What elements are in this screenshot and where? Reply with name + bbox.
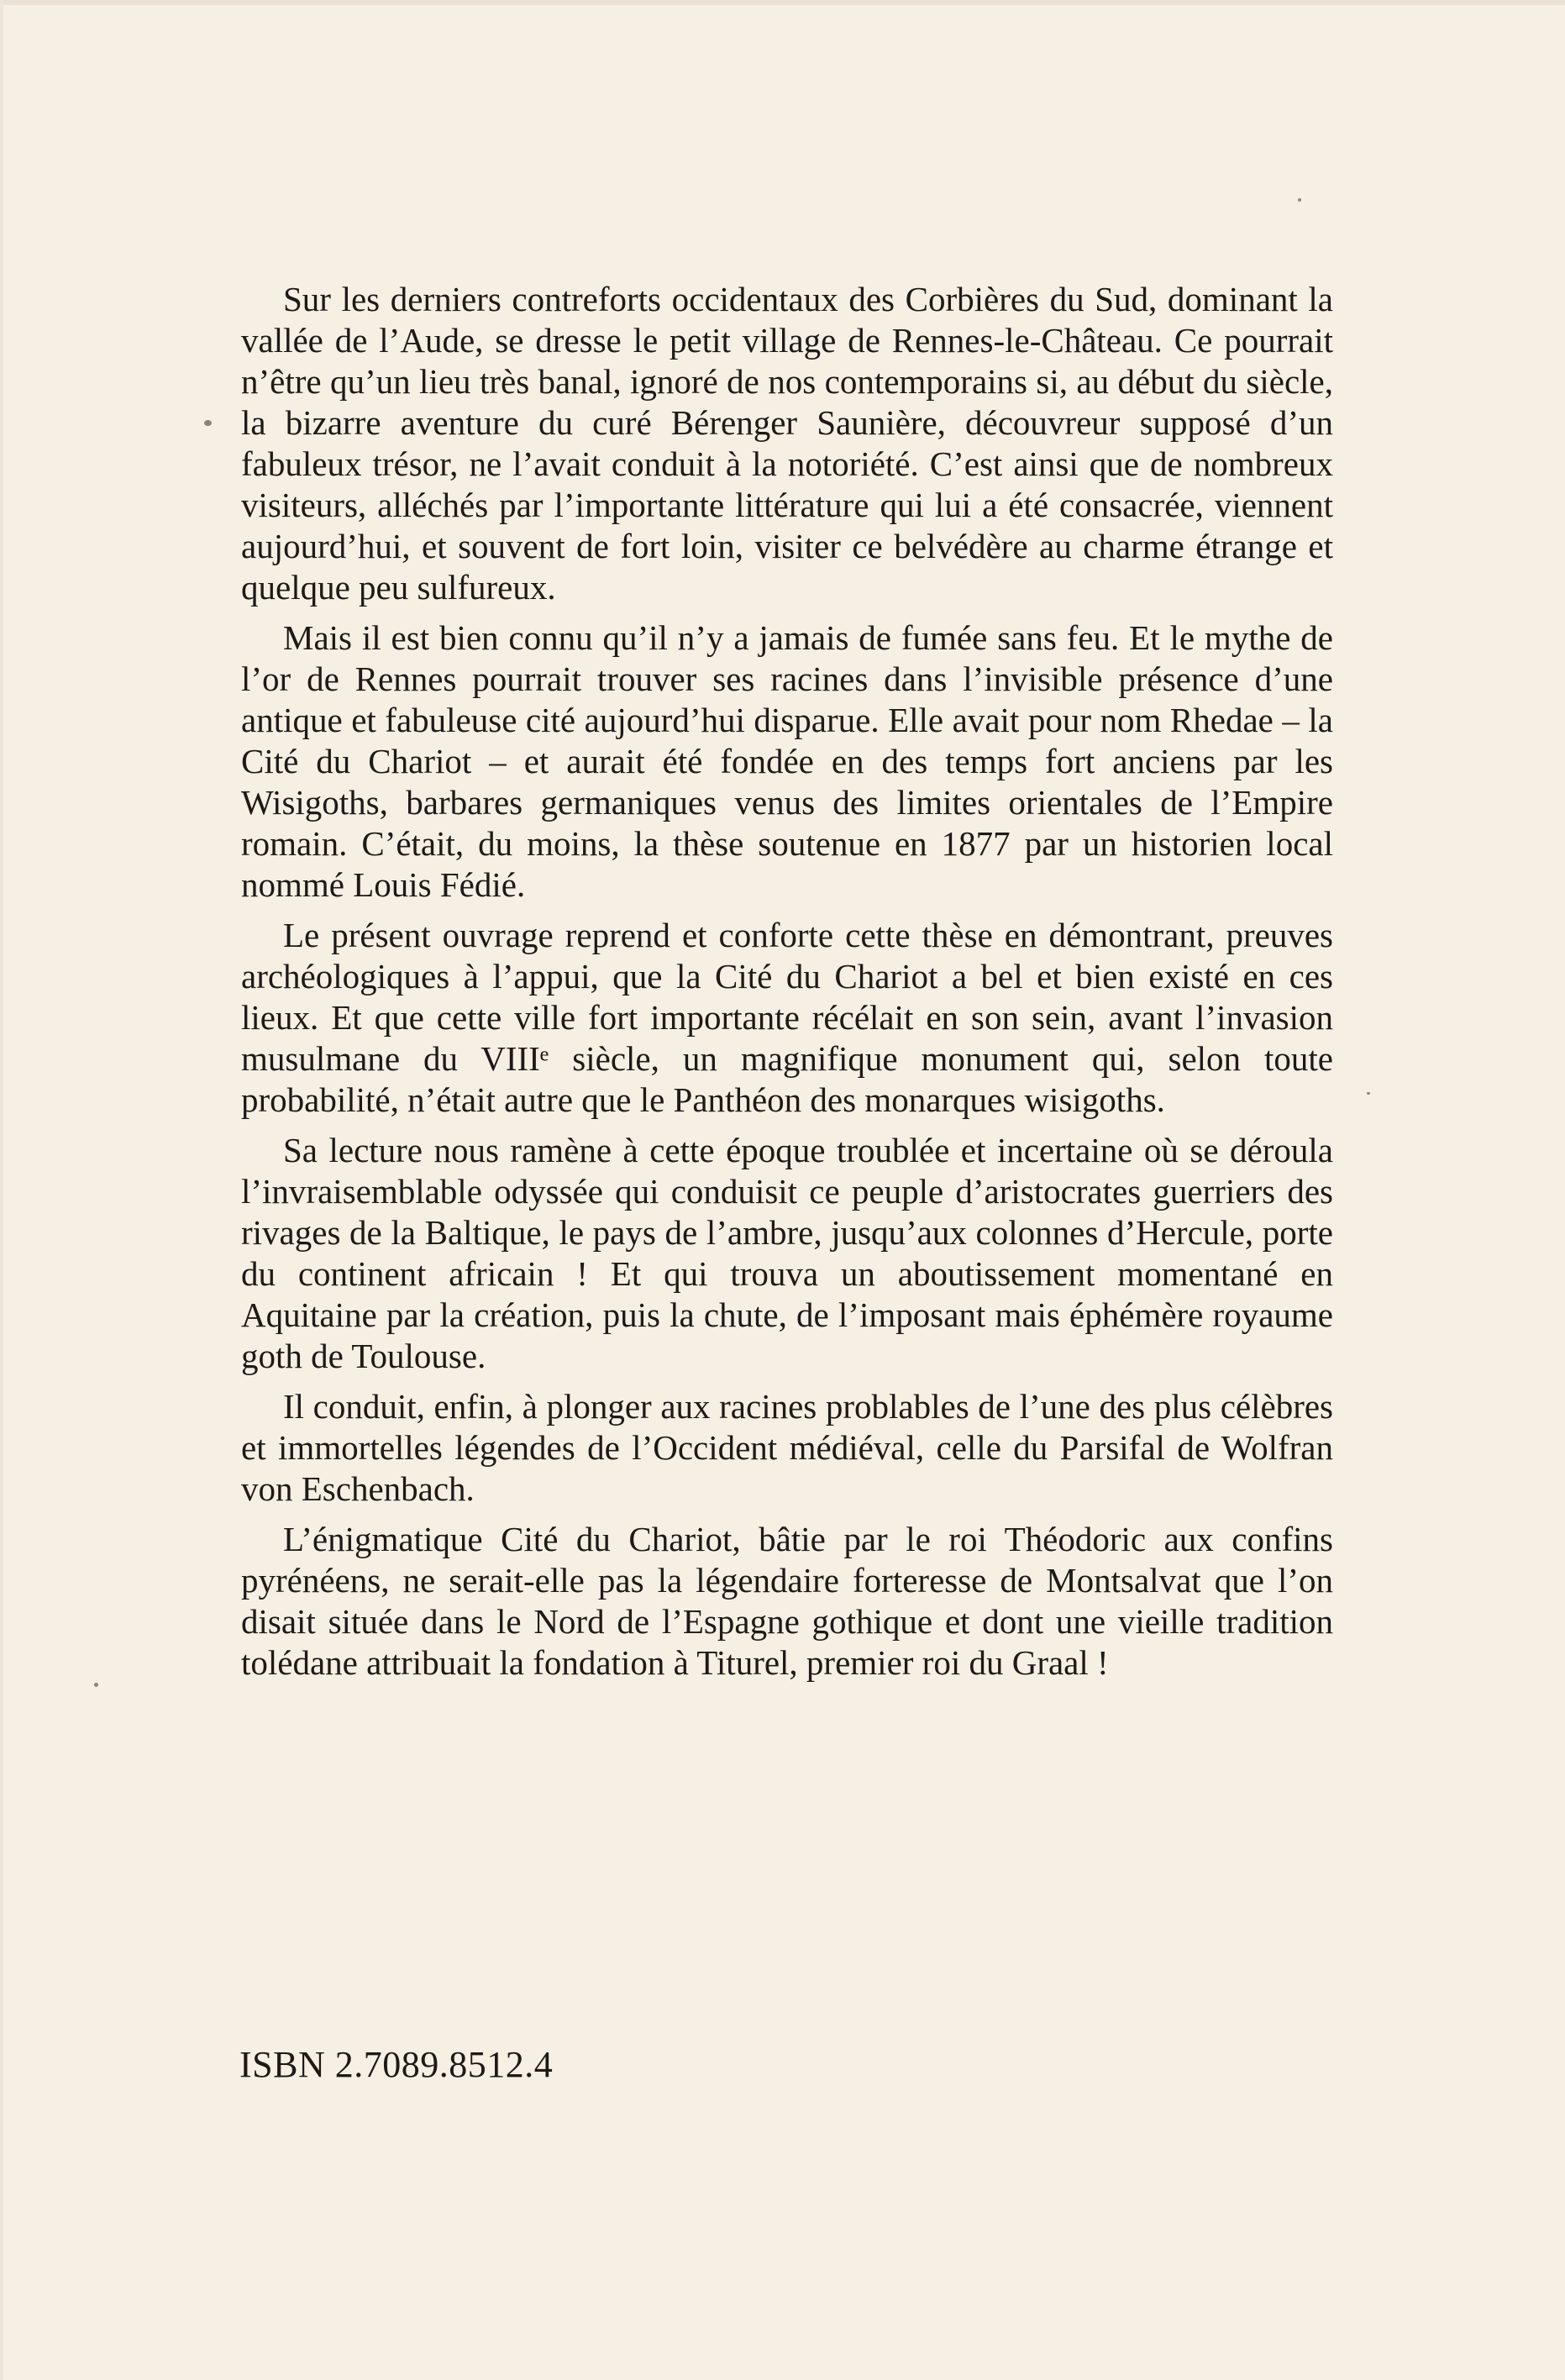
paper-edge-top <box>0 0 1565 5</box>
paragraph-3: Le présent ouvrage reprend et conforte cette thèse en démontrant, preuves archéologiques à l’appui, que la Cité du Chariot a bel et bien existé en ces lieux. Et que cette ville fort importante récélait en son sein, avant l’invasion musulmane du VIIIᵉ siècle, un magnifique monument qui, selon toute probabilité, n’était autre que le Panthéon des monarques wisigoths. <box>241 916 1333 1119</box>
paragraph-1: Sur les derniers contreforts occidentaux des Corbières du Sud, dominant la vallée de l’Aude, se dresse le petit village de Rennes-le-Château. Ce pourrait n’être qu’un lieu très banal, ignoré de nos contemporains si, au début du siècle, la bizarre aventure du curé Bérenger Saunière, découvreur supposé d’un fabuleux trésor, ne l’avait conduit à la notoriété. C’est ainsi que de nombreux visiteurs, alléchés par l’importante littérature qui lui a été consacrée, viennent aujourd’hui, et souvent de fort loin, visiter ce belvédère au charme étrange et quelque peu sulfureux. <box>241 280 1333 607</box>
paragraph-4: Sa lecture nous ramène à cette époque troublée et incertaine où se déroula l’invraisemblable odyssée qui conduisit ce peuple d’aristocrates guerriers des rivages de la Baltique, le pays de l’ambre, jusqu’aux colonnes d’Hercule, porte du continent africain ! Et qui trouva un aboutissement momentané en Aquitaine par la création, puis la chute, de l’imposant mais éphémère royaume goth de Toulouse. <box>241 1131 1333 1375</box>
paragraph-5: Il conduit, enfin, à plonger aux racines problables de l’une des plus célèbres et immortelles légendes de l’Occident médiéval, celle du Parsifal de Wolfran von Eschenbach. <box>241 1387 1333 1508</box>
paper-edge-left <box>0 0 3 2380</box>
paper-speck <box>1367 1092 1370 1095</box>
paragraph-6: L’énigmatique Cité du Chariot, bâtie par le roi Théodoric aux confins pyrénéens, ne serait-elle pas la légendaire forteresse de Montsalvat que l’on disait située dans le Nord de l’Espagne gothique et dont une vieille tradition tolédane attribuait la fondation à Titurel, premier roi du Graal ! <box>241 1520 1333 1682</box>
paper-speck <box>94 1683 98 1687</box>
blurb-text <box>241 279 1333 1693</box>
paper-speck <box>1298 198 1301 202</box>
isbn-number: ISBN 2.7089.8512.4 <box>239 2044 554 2085</box>
paper-speck <box>204 420 212 426</box>
paragraph-2: Mais il est bien connu qu’il n’y a jamais de fumée sans feu. Et le mythe de l’or de Rennes pourrait trouver ses racines dans l’invisible présence d’une antique et fabuleuse cité aujourd’hui disparue. Elle avait pour nom Rhedae – la Cité du Chariot – et aurait été fondée en des temps fort anciens par les Wisigoths, barbares germaniques venus des limites orientales de l’Empire romain. C’était, du moins, la thèse soutenue en 1877 par un historien local nommé Louis Fédié. <box>241 618 1333 904</box>
